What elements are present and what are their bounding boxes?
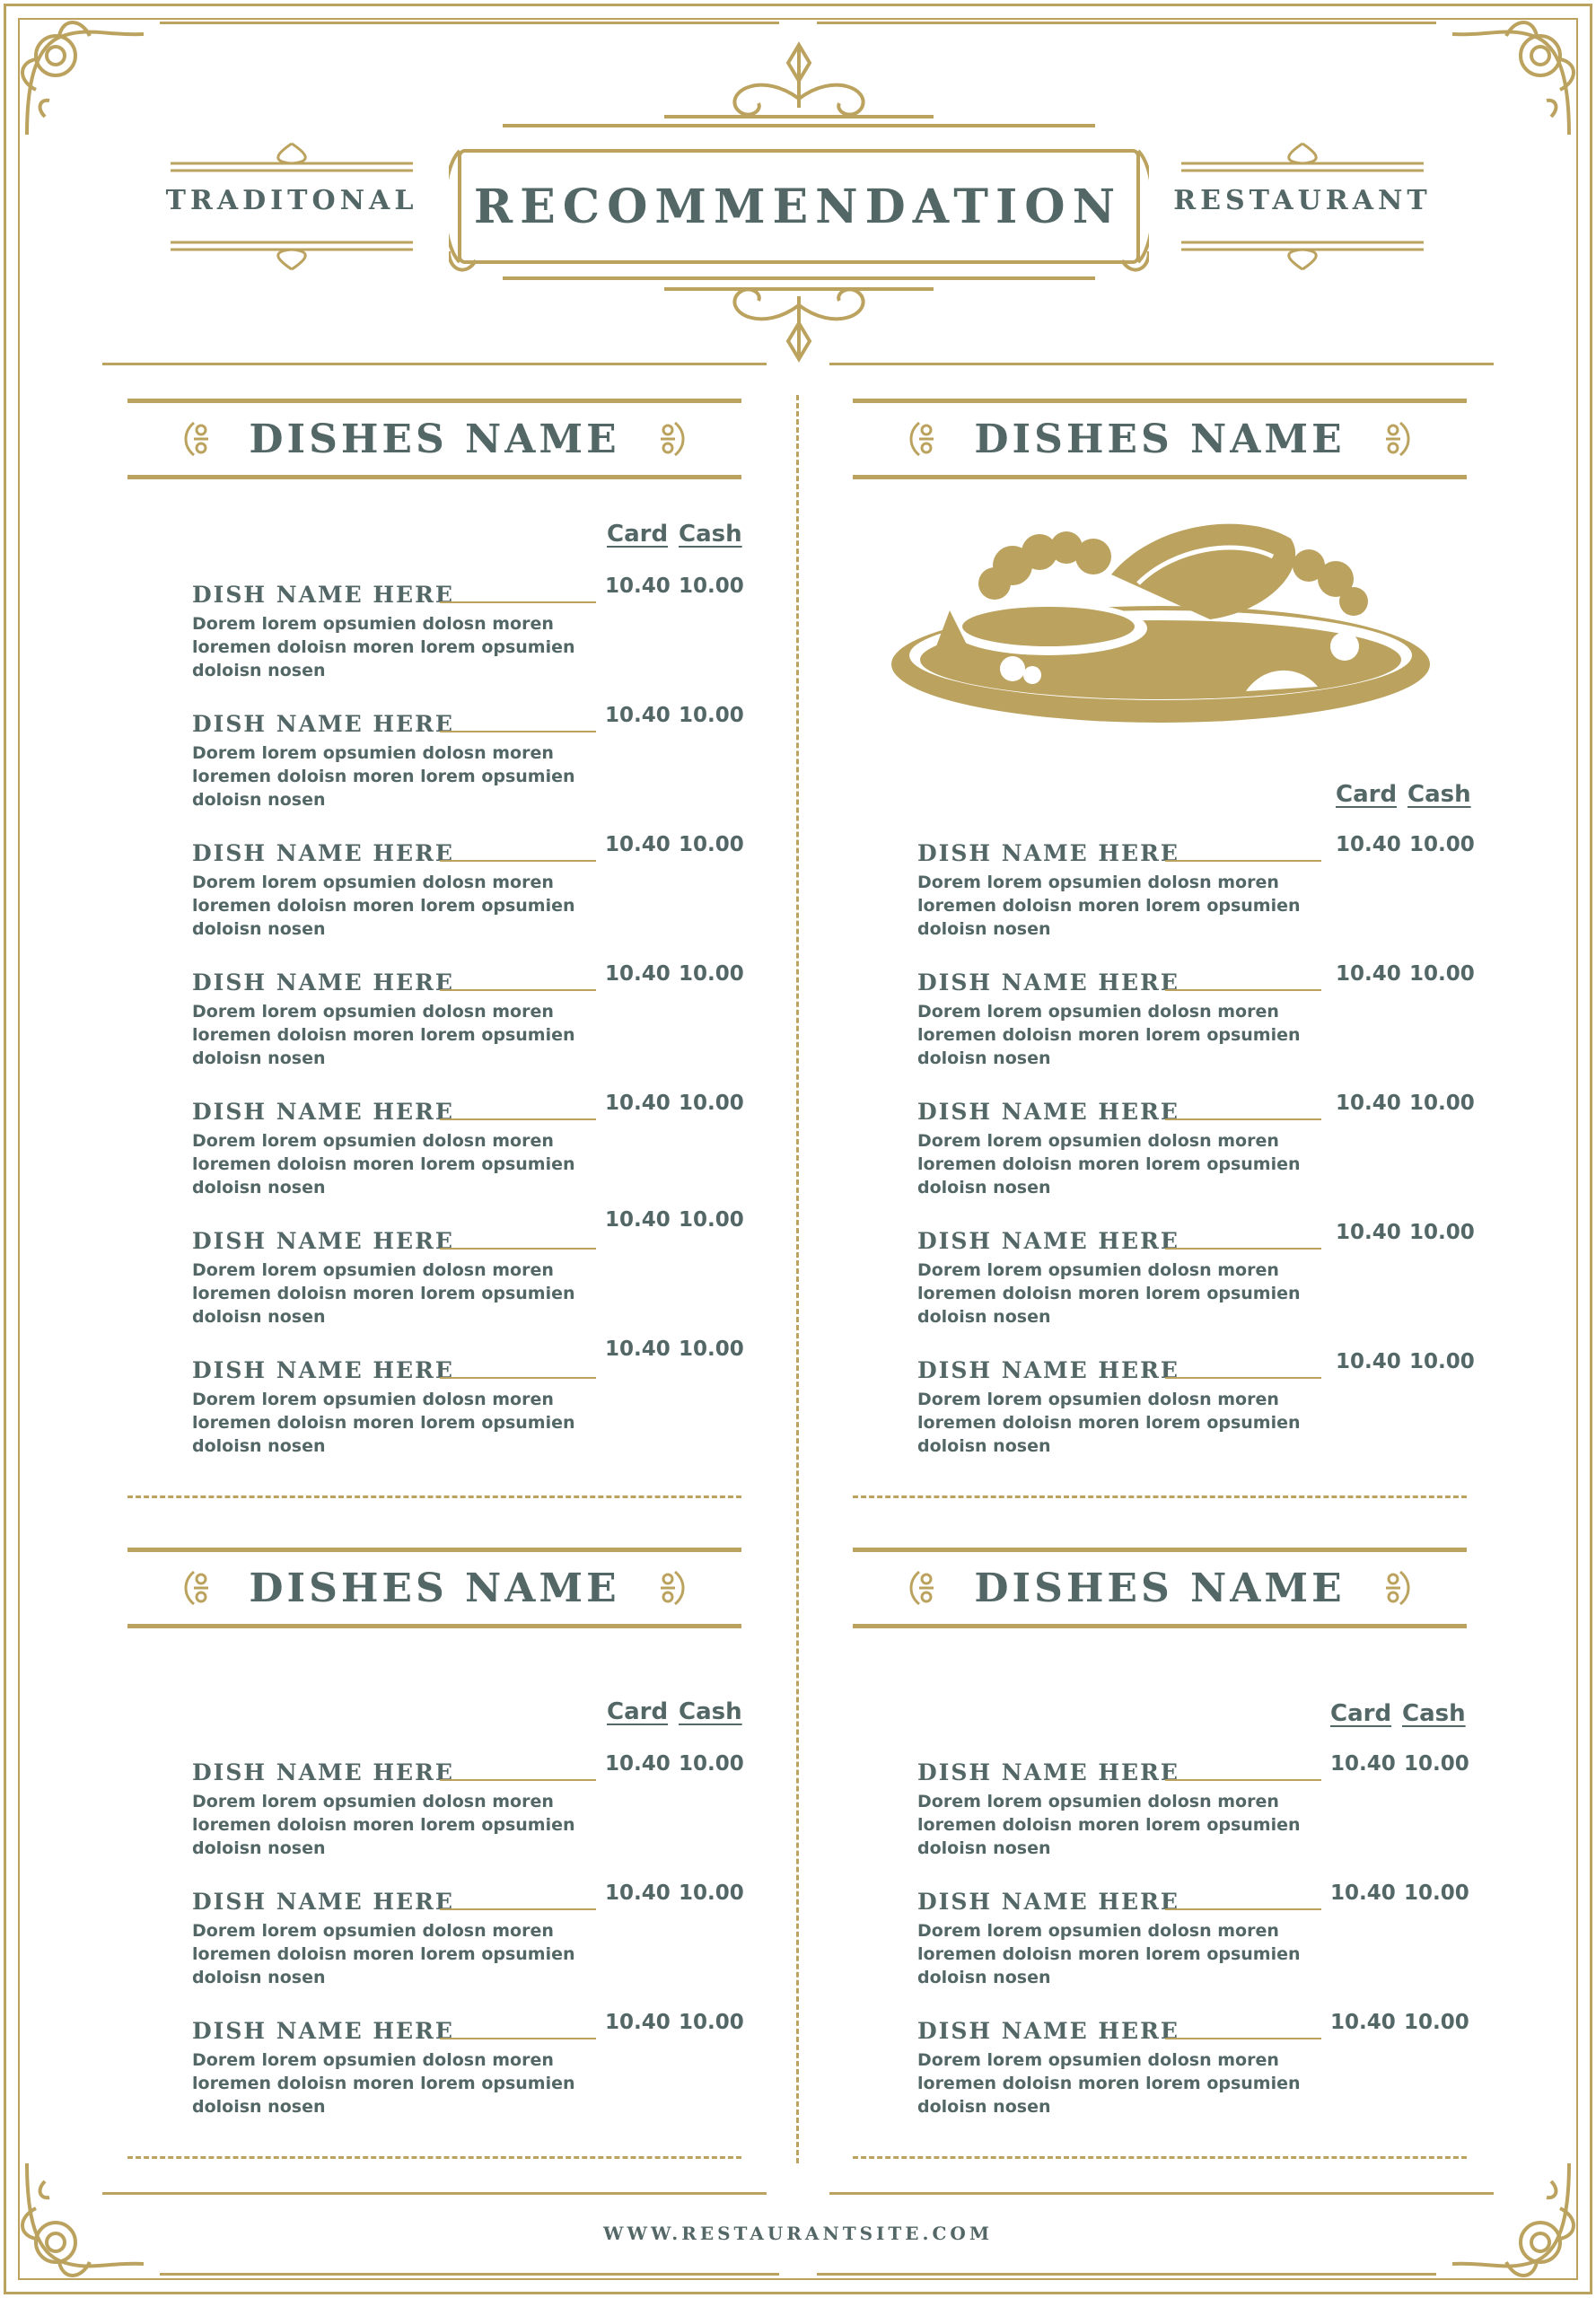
dish-description: Dorem lorem opsumien dolosn moren loremen doloisn moren lorem opsumien doloisn nosen — [192, 873, 575, 939]
menu-item — [917, 962, 1492, 1068]
card-price: 10.40 — [605, 1092, 671, 1115]
dish-name: DISH NAME HERE — [917, 1889, 1179, 1915]
bottom-border-line — [160, 2273, 779, 2276]
leader-line — [440, 1908, 596, 1910]
menu-section — [127, 399, 741, 479]
menu-item — [917, 1350, 1492, 1456]
section-separator — [853, 1495, 1467, 1498]
section-header — [127, 1548, 741, 1628]
menu-item — [917, 833, 1492, 939]
cash-column-header: Cash — [1407, 781, 1471, 808]
section-flourish-icon — [176, 419, 212, 459]
card-price: 10.40 — [1336, 833, 1401, 856]
menu-item — [917, 1881, 1492, 1987]
dish-name: DISH NAME HERE — [192, 1759, 454, 1785]
leader-line — [1165, 2038, 1321, 2039]
section-flourish-icon — [901, 419, 937, 459]
top-border-line — [160, 22, 779, 24]
cash-column-header: Cash — [1402, 1700, 1466, 1727]
dish-name: DISH NAME HERE — [192, 582, 454, 608]
dish-name: DISH NAME HERE — [192, 1099, 454, 1125]
cash-price: 10.00 — [679, 833, 744, 856]
cash-price: 10.00 — [679, 574, 744, 598]
menu-item — [192, 962, 767, 1068]
header-divider — [829, 363, 1494, 365]
section-separator — [127, 2156, 741, 2159]
leader-line — [1165, 860, 1321, 862]
dish-description: Dorem lorem opsumien dolosn moren loremen doloisn moren lorem opsumien doloisn nosen — [192, 1792, 575, 1858]
dish-name: DISH NAME HERE — [917, 840, 1179, 866]
card-price: 10.40 — [605, 1338, 671, 1361]
dish-description: Dorem lorem opsumien dolosn moren loremen doloisn moren lorem opsumien doloisn nosen — [192, 1002, 575, 1068]
card-price: 10.40 — [605, 2011, 671, 2034]
card-price: 10.40 — [1336, 962, 1401, 986]
corner-flourish-icon — [1443, 2145, 1587, 2289]
cash-price: 10.00 — [1404, 1752, 1469, 1776]
dish-description: Dorem lorem opsumien dolosn moren loremen doloisn moren lorem opsumien doloisn nosen — [192, 1390, 575, 1456]
section-flourish-icon — [1382, 1568, 1418, 1608]
card-price: 10.40 — [605, 1752, 671, 1776]
menu-item — [917, 1752, 1492, 1858]
dish-description: Dorem lorem opsumien dolosn moren loremen doloisn moren lorem opsumien doloisn nosen — [192, 2050, 575, 2117]
menu-item — [192, 1752, 767, 1858]
card-column-header: Card — [607, 521, 669, 548]
section-flourish-icon — [657, 1568, 693, 1608]
card-column-header: Card — [607, 1698, 669, 1725]
section-flourish-icon — [901, 1568, 937, 1608]
cash-price: 10.00 — [679, 2011, 744, 2034]
dish-name: DISH NAME HERE — [917, 1228, 1179, 1254]
dish-description: Dorem lorem opsumien dolosn moren loremen doloisn moren lorem opsumien doloisn nosen — [917, 2050, 1301, 2117]
menu-item — [192, 833, 767, 939]
dish-name: DISH NAME HERE — [192, 2018, 454, 2044]
cash-price: 10.00 — [679, 1338, 744, 1361]
cash-price: 10.00 — [1404, 2011, 1469, 2034]
section-flourish-icon — [657, 419, 693, 459]
dish-name: DISH NAME HERE — [192, 969, 454, 996]
leader-line — [1165, 1779, 1321, 1781]
menu-item — [192, 1338, 767, 1456]
menu-item — [192, 2011, 767, 2117]
section-flourish-icon — [176, 1568, 212, 1608]
menu-item — [917, 1221, 1492, 1327]
cash-price: 10.00 — [679, 1208, 744, 1232]
cash-price: 10.00 — [679, 1881, 744, 1905]
section-separator — [853, 2156, 1467, 2159]
top-border-line — [817, 22, 1436, 24]
leader-line — [440, 860, 596, 862]
card-price: 10.40 — [1330, 1881, 1396, 1905]
card-price: 10.40 — [1336, 1350, 1401, 1373]
leader-line — [1165, 989, 1321, 991]
card-price: 10.40 — [605, 704, 671, 727]
cash-price: 10.00 — [1409, 1350, 1475, 1373]
dish-description: Dorem lorem opsumien dolosn moren loremen doloisn moren lorem opsumien doloisn nosen — [192, 1131, 575, 1197]
cash-price: 10.00 — [1409, 1221, 1475, 1244]
bottom-border-line — [817, 2273, 1436, 2276]
dish-description: Dorem lorem opsumien dolosn moren loremen doloisn moren lorem opsumien doloisn nosen — [917, 1260, 1301, 1327]
leader-line — [1165, 1248, 1321, 1250]
section-header — [853, 399, 1467, 479]
cash-column-header: Cash — [679, 1698, 742, 1725]
dish-name: DISH NAME HERE — [192, 711, 454, 737]
title-banner — [459, 151, 1137, 262]
menu-section — [127, 1548, 741, 1628]
leader-line — [440, 989, 596, 991]
menu-section — [853, 399, 1467, 479]
leader-line — [440, 1118, 596, 1120]
cash-price: 10.00 — [679, 1752, 744, 1776]
dish-name: DISH NAME HERE — [917, 1099, 1179, 1125]
section-header — [853, 1548, 1467, 1628]
section-title: DISHES NAME — [249, 416, 620, 462]
leader-line — [1165, 1377, 1321, 1379]
card-price: 10.40 — [1336, 1221, 1401, 1244]
cash-price: 10.00 — [679, 1092, 744, 1115]
card-price: 10.40 — [605, 574, 671, 598]
cash-price: 10.00 — [679, 962, 744, 986]
menu-item — [192, 704, 767, 810]
column-divider — [796, 395, 799, 2163]
corner-flourish-icon — [1443, 9, 1587, 153]
menu-item — [917, 1092, 1492, 1197]
left-badge-label: TRADITONAL — [165, 185, 418, 216]
menu-item — [192, 1208, 767, 1327]
menu-item — [917, 2011, 1492, 2117]
leader-line — [440, 1248, 596, 1250]
section-header — [127, 399, 741, 479]
dish-description: Dorem lorem opsumien dolosn moren loremen doloisn moren lorem opsumien doloisn nosen — [917, 873, 1301, 939]
right-badge — [1172, 135, 1433, 278]
dish-description: Dorem lorem opsumien dolosn moren loremen doloisn moren lorem opsumien doloisn nosen — [917, 1002, 1301, 1068]
corner-flourish-icon — [9, 9, 153, 153]
footer-divider — [829, 2192, 1494, 2195]
dish-description: Dorem lorem opsumien dolosn moren loremen doloisn moren lorem opsumien doloisn nosen — [917, 1131, 1301, 1197]
dish-name: DISH NAME HERE — [917, 969, 1179, 996]
website-link[interactable]: WWW.RESTAURANTSITE.COM — [603, 2223, 993, 2244]
dish-description: Dorem lorem opsumien dolosn moren loremen doloisn moren lorem opsumien doloisn nosen — [192, 1260, 575, 1327]
cash-price: 10.00 — [1404, 1881, 1469, 1905]
card-price: 10.40 — [605, 1208, 671, 1232]
cash-price: 10.00 — [679, 704, 744, 727]
dish-description: Dorem lorem opsumien dolosn moren loremen doloisn moren lorem opsumien doloisn nosen — [192, 614, 575, 680]
dish-name: DISH NAME HERE — [917, 1357, 1179, 1383]
leader-line — [440, 1377, 596, 1379]
card-price: 10.40 — [1330, 2011, 1396, 2034]
header-divider — [102, 363, 767, 365]
section-title: DISHES NAME — [974, 416, 1346, 462]
menu-item — [192, 1092, 767, 1197]
corner-flourish-icon — [9, 2145, 153, 2289]
dish-description: Dorem lorem opsumien dolosn moren loremen doloisn moren lorem opsumien doloisn nosen — [917, 1921, 1301, 1987]
dish-plate-icon — [887, 512, 1434, 745]
cash-price: 10.00 — [1409, 962, 1475, 986]
leader-line — [440, 601, 596, 603]
dish-name: DISH NAME HERE — [192, 840, 454, 866]
card-price: 10.40 — [605, 1881, 671, 1905]
dish-name: DISH NAME HERE — [917, 1759, 1179, 1785]
left-badge — [162, 135, 422, 278]
dish-name: DISH NAME HERE — [192, 1228, 454, 1254]
footer-divider — [102, 2192, 767, 2195]
cash-column-header: Cash — [679, 521, 742, 548]
card-column-header: Card — [1336, 781, 1398, 808]
leader-line — [1165, 1908, 1321, 1910]
section-title: DISHES NAME — [974, 1565, 1346, 1611]
menu-item — [192, 1881, 767, 1987]
leader-line — [440, 731, 596, 732]
dish-description: Dorem lorem opsumien dolosn moren loremen doloisn moren lorem opsumien doloisn nosen — [192, 1921, 575, 1987]
menu-section — [853, 1548, 1467, 1628]
menu-item — [192, 574, 767, 680]
dish-name: DISH NAME HERE — [192, 1889, 454, 1915]
right-badge-label: RESTAURANT — [1173, 185, 1432, 216]
section-title: DISHES NAME — [249, 1565, 620, 1611]
card-price: 10.40 — [1330, 1752, 1396, 1776]
dish-name: DISH NAME HERE — [192, 1357, 454, 1383]
cash-price: 10.00 — [1409, 1092, 1475, 1115]
dish-description: Dorem lorem opsumien dolosn moren loremen doloisn moren lorem opsumien doloisn nosen — [917, 1792, 1301, 1858]
card-price: 10.40 — [605, 833, 671, 856]
leader-line — [440, 1779, 596, 1781]
leader-line — [1165, 1118, 1321, 1120]
cash-price: 10.00 — [1409, 833, 1475, 856]
card-price: 10.40 — [1336, 1092, 1401, 1115]
section-separator — [127, 1495, 741, 1498]
card-price: 10.40 — [605, 962, 671, 986]
card-column-header: Card — [1330, 1700, 1392, 1727]
leader-line — [440, 2038, 596, 2039]
dish-description: Dorem lorem opsumien dolosn moren loremen doloisn moren lorem opsumien doloisn nosen — [917, 1390, 1301, 1456]
page-title: RECOMMENDATION — [473, 179, 1123, 234]
dish-description: Dorem lorem opsumien dolosn moren loremen doloisn moren lorem opsumien doloisn nosen — [192, 743, 575, 810]
section-flourish-icon — [1382, 419, 1418, 459]
dish-name: DISH NAME HERE — [917, 2018, 1179, 2044]
